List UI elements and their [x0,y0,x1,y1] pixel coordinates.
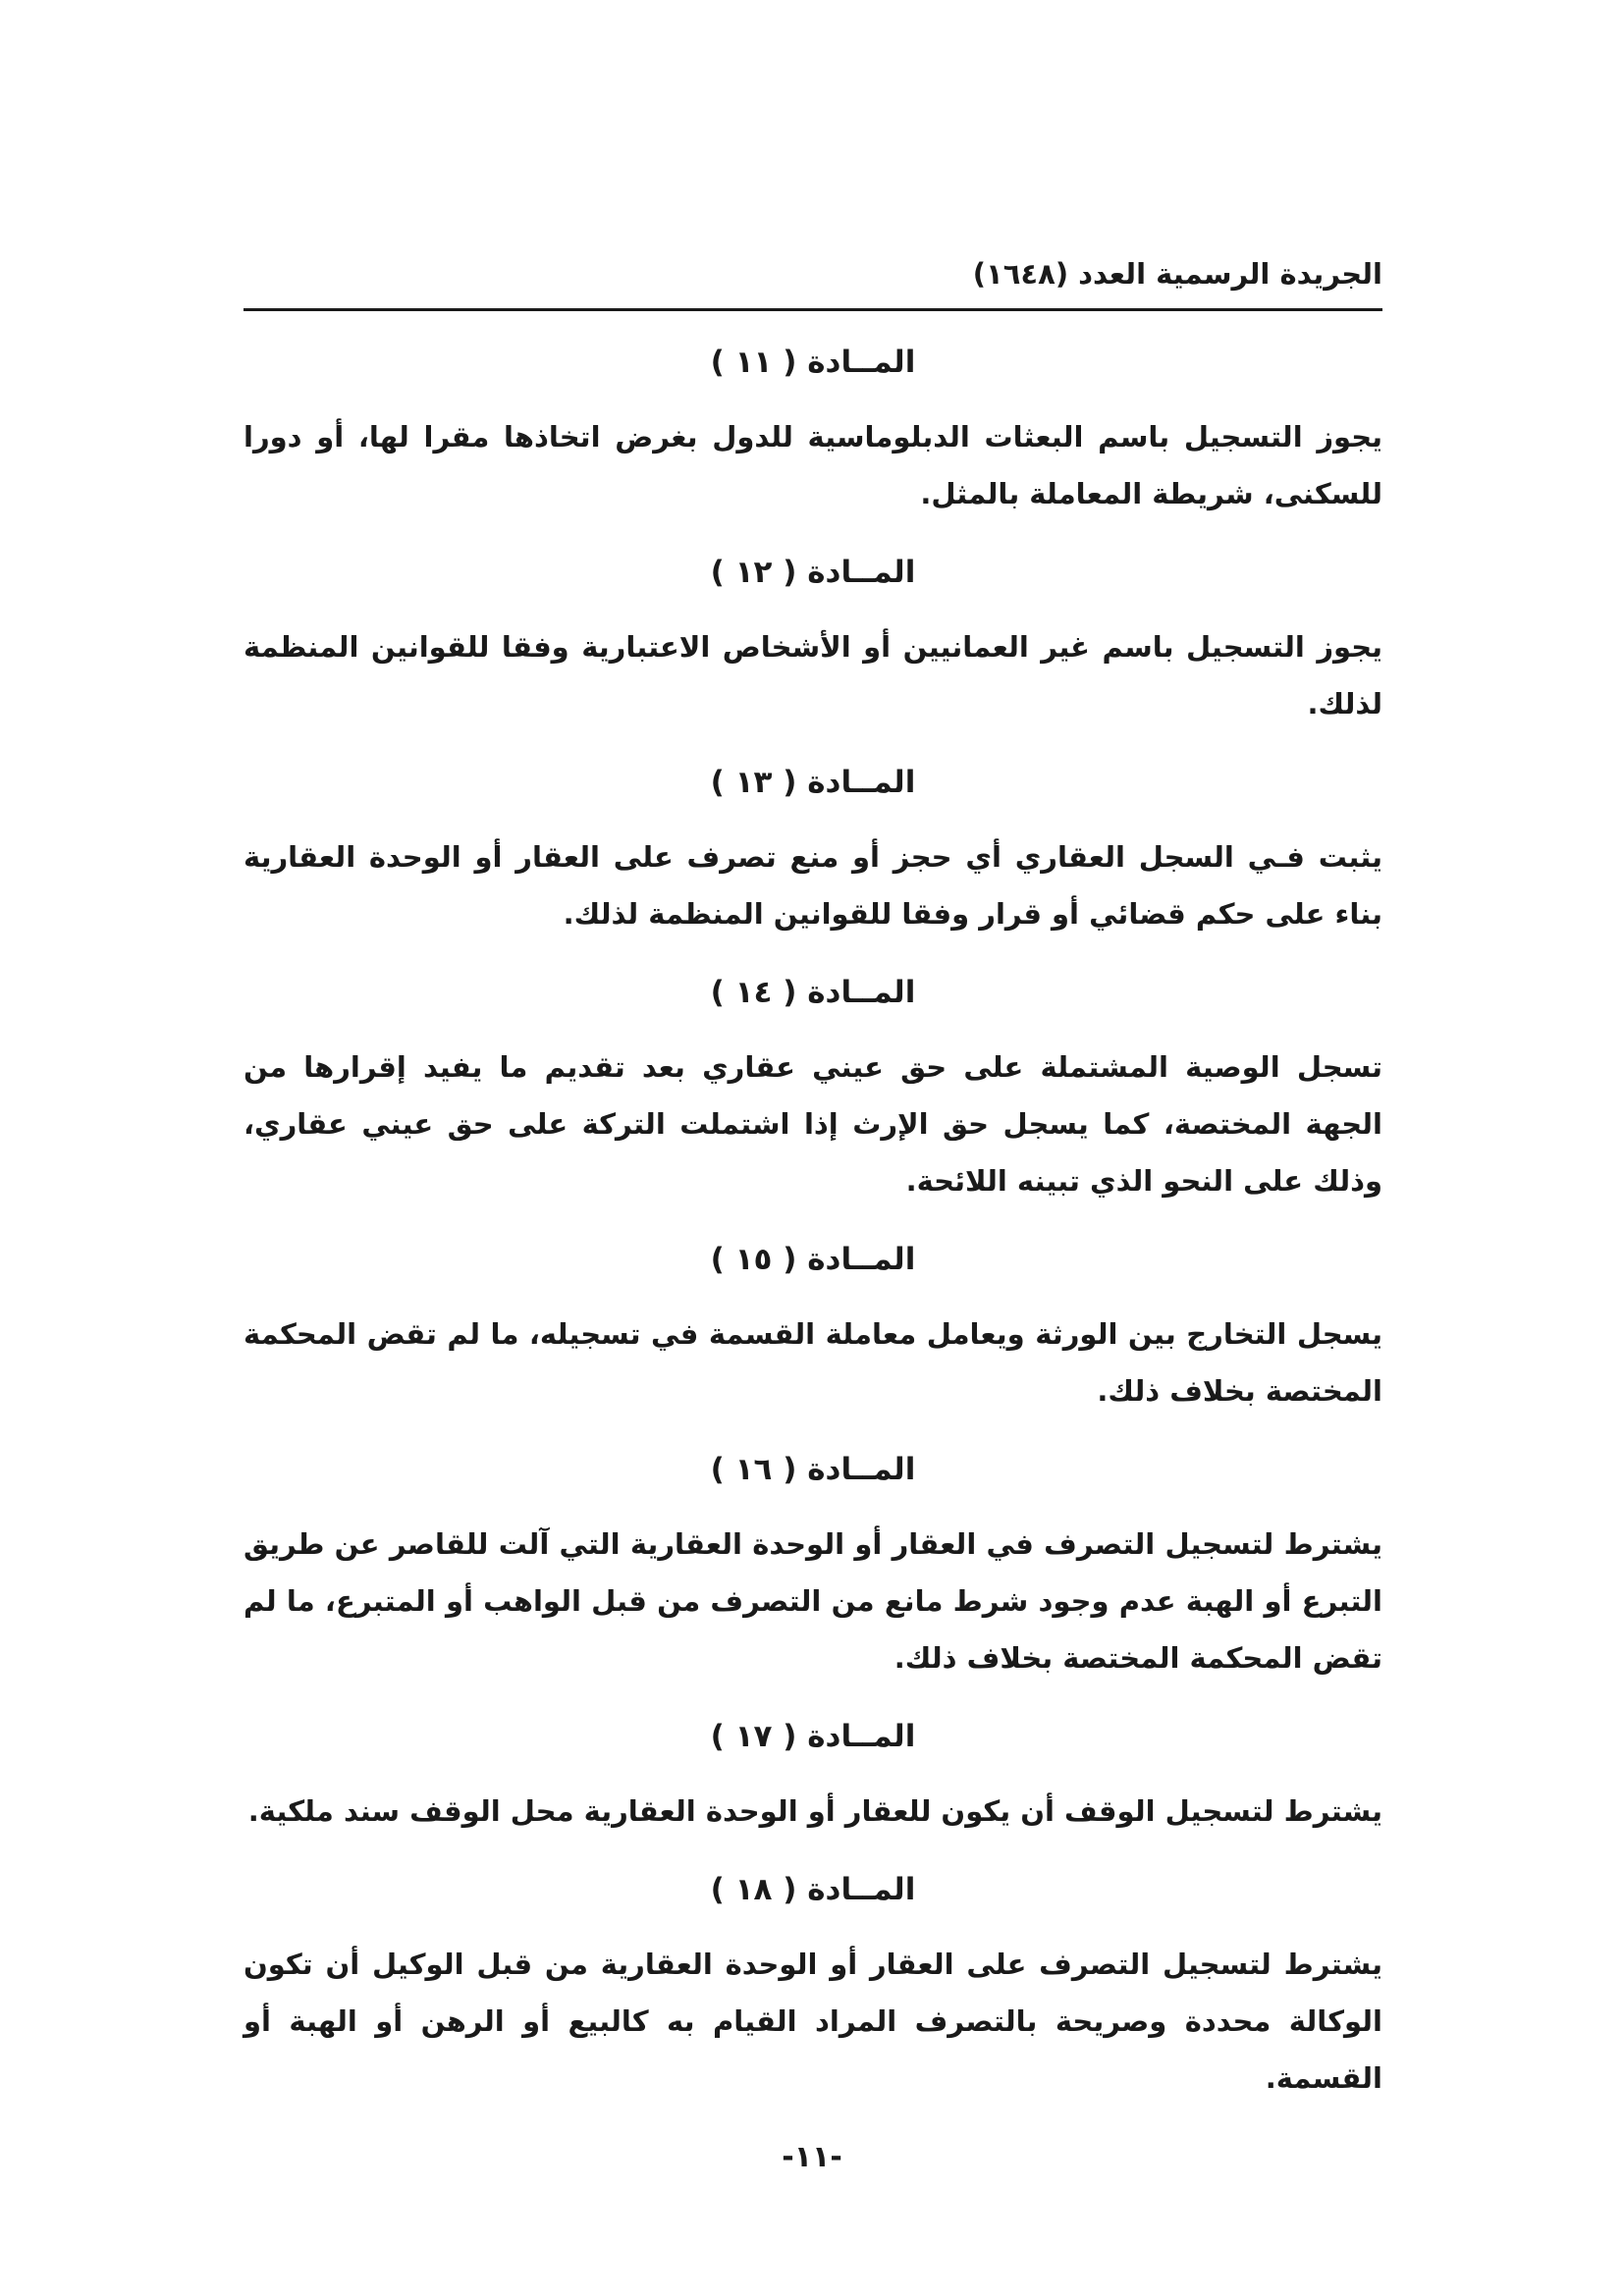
article-title: المــادة ( ١٢ ) [710,555,916,590]
article-body: تسجل الوصية المشتملة على حق عيني عقاري بعد تقديم ما يفيد إقرارها من الجهة المختصة، كما يسجل حق الإرث إذا اشتملت التركة على حق عيني عقاري، وذلك على النحو الذي تبينه اللائحة. [244,1050,1382,1198]
article-14 [244,964,1382,1209]
article-title: المــادة ( ١١ ) [710,345,916,380]
article-title: المــادة ( ١٦ ) [710,1452,916,1487]
article-body: يشترط لتسجيل التصرف على العقار أو الوحدة العقارية من قبل الوكيل أن تكون الوكالة محددة وصريحة بالتصرف المراد القيام به كالبيع أو الرهن أو الهبة أو القسمة. [244,1948,1382,2095]
article-title: المــادة ( ١٧ ) [710,1719,916,1754]
article-body: يسجل التخارج بين الورثة ويعامل معاملة القسمة في تسجيله، ما لم تقض المحكمة المختصة بخلاف ذلك. [244,1317,1382,1408]
article-body: يشترط لتسجيل التصرف في العقار أو الوحدة العقارية التي آلت للقاصر عن طريق التبرع أو الهبة عدم وجود شرط مانع من التصرف من قبل الواهب أو المتبرع، ما لم تقض المحكمة المختصة بخلاف ذلك. [244,1527,1382,1675]
page-header: الجريدة الرسمية العدد (١٦٤٨) [972,257,1382,291]
page-number: -١١- [782,2140,842,2174]
article-11 [244,334,1382,522]
article-15 [244,1231,1382,1419]
article-17 [244,1708,1382,1840]
article-body: يجوز التسجيل باسم غير العمانيين أو الأشخاص الاعتبارية وفقا للقوانين المنظمة لذلك. [244,630,1382,721]
article-12 [244,544,1382,732]
article-16 [244,1441,1382,1686]
article-title: المــادة ( ١٣ ) [710,765,916,800]
article-13 [244,754,1382,942]
article-body: يثبت فـي السجل العقاري أي حجز أو منع تصرف على العقار أو الوحدة العقارية بناء على حكم قضائي أو قرار وفقا للقوانين المنظمة لذلك. [244,840,1382,931]
article-title: المــادة ( ١٤ ) [710,975,916,1010]
article-18 [244,1861,1382,2107]
document-content [244,334,1382,2128]
header-divider [244,308,1382,311]
article-title: المــادة ( ١٥ ) [710,1242,916,1277]
article-body: يشترط لتسجيل الوقف أن يكون للعقار أو الوحدة العقارية محل الوقف سند ملكية. [247,1794,1382,1828]
article-body: يجوز التسجيل باسم البعثات الدبلوماسية للدول بغرض اتخاذها مقرا لها، أو دورا للسكنى، شريطة المعاملة بالمثل. [244,420,1382,510]
article-title: المــادة ( ١٨ ) [710,1872,916,1907]
